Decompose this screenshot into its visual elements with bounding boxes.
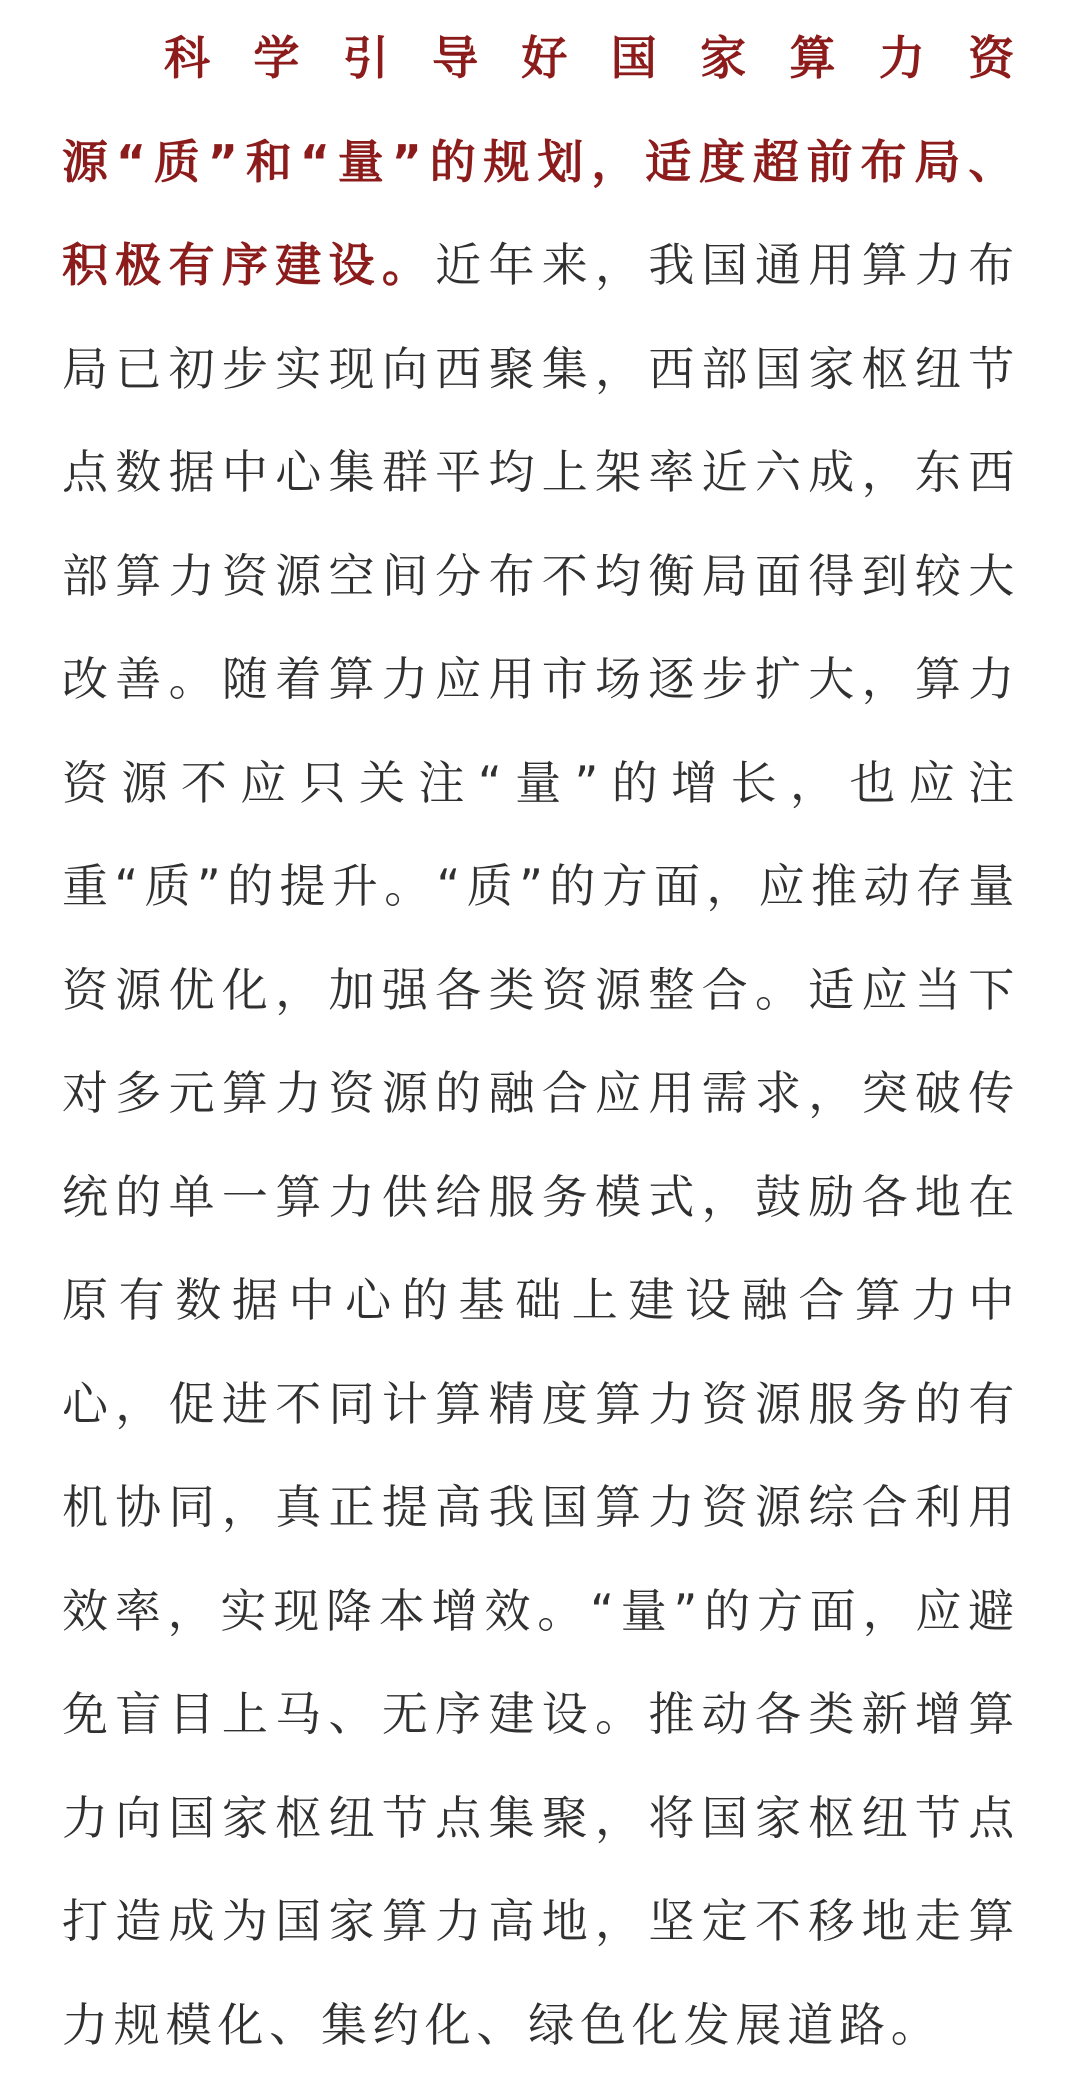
lead-sentence: 科学引导好国家算力资源“质”和“量”的规划，适度超前布局、积极有序建设。: [62, 31, 1020, 292]
article-paragraph: [62, 7, 1020, 2077]
body-text: 近年来，我国通用算力布局已初步实现向西聚集，西部国家枢纽节点数据中心集群平均上架率近六成，东西部算力资源空间分布不均衡局面得到较大改善。随着算力应用市场逐步扩大，算力资源不应只关注“量”的增长，也应注重“质”的提升。“质”的方面，应推动存量资源优化，加强各类资源整合。适应当下对多元算力资源的融合应用需求，突破传统的单一算力供给服务模式，鼓励各地在原有数据中心的基础上建设融合算力中心，促进不同计算精度算力资源服务的有机协同，真正提高我国算力资源综合利用效率，实现降本增效。“量”的方面，应避免盲目上马、无序建设。推动各类新增算力向国家枢纽节点集聚，将国家枢纽节点打造成为国家算力高地，坚定不移地走算力规模化、集约化、绿色化发展道路。: [62, 238, 1020, 2052]
